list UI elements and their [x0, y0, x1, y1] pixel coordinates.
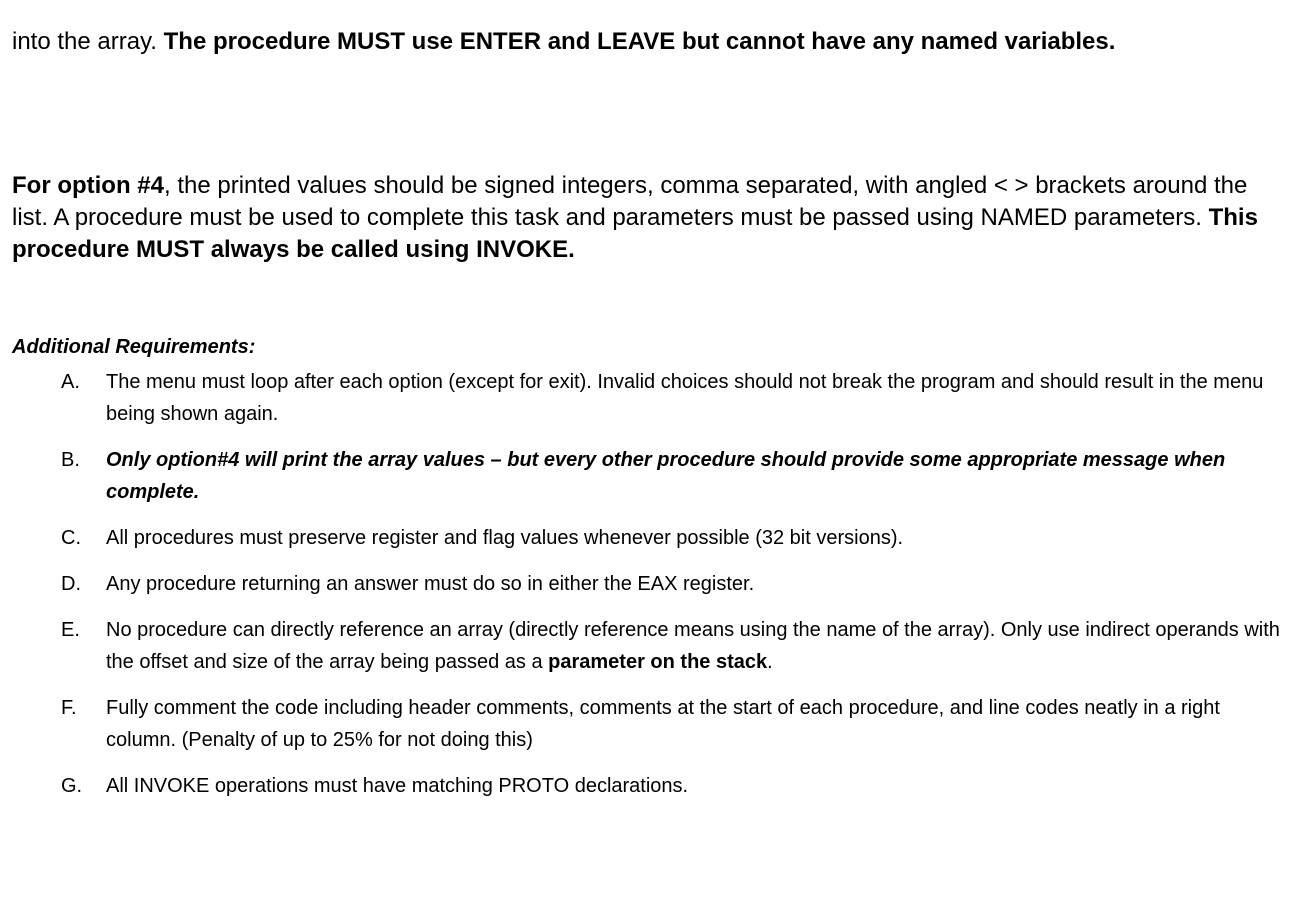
requirement-letter: E.	[61, 619, 80, 641]
requirement-item-f	[12, 692, 1282, 756]
requirement-bold-text: parameter on the stack	[548, 651, 768, 673]
requirements-list	[12, 366, 1282, 816]
option4-bold-text: This procedure MUST always be called using INVOKE.	[12, 204, 1258, 263]
requirement-item-e	[12, 614, 1282, 678]
intro-paragraph	[12, 26, 1212, 58]
requirement-text: The menu must loop after each option (except for exit). Invalid choices should not break the program and should result in the menu being shown again.	[106, 371, 1264, 425]
requirement-letter: F.	[61, 697, 77, 719]
requirement-letter: B.	[61, 449, 80, 471]
option4-text: , the printed values should be signed integers, comma separated, with angled < > brackets around the list. A procedure must be used to complete this task and parameters must be passed using NAMED parameters.	[12, 172, 1248, 231]
intro-text: into the array.	[12, 28, 164, 55]
requirement-text: Any procedure returning an answer must do so in either the EAX register.	[106, 573, 755, 595]
requirement-text: Only option#4 will print the array values – but every other procedure should provide some appropriate message when complete.	[106, 449, 1226, 503]
requirement-text: No procedure can directly reference an array (directly reference means using the name of the array). Only use indirect operands with the offset and size of the array being passed as a	[106, 619, 1280, 673]
requirement-text: All procedures must preserve register and flag values whenever possible (32 bit versions).	[106, 527, 904, 549]
requirement-tail: .	[767, 651, 773, 673]
requirement-letter: C.	[61, 527, 81, 549]
intro-bold-text: The procedure MUST use ENTER and LEAVE but cannot have any named variables.	[163, 28, 1116, 55]
requirement-letter: A.	[61, 371, 80, 393]
requirement-item-g	[12, 770, 1282, 802]
requirement-letter: D.	[61, 573, 81, 595]
requirement-item-d	[12, 568, 1282, 600]
requirement-item-a	[12, 366, 1282, 430]
option4-paragraph	[12, 170, 1272, 266]
requirement-letter: G.	[61, 775, 83, 797]
additional-requirements-heading: Additional Requirements:	[12, 336, 256, 358]
requirement-text: Fully comment the code including header comments, comments at the start of each procedure, and line codes neatly in a right column. (Penalty of up to 25% for not doing this)	[106, 697, 1220, 751]
requirement-text: All INVOKE operations must have matching PROTO declarations.	[106, 775, 689, 797]
requirement-item-c	[12, 522, 1282, 554]
option4-label: For option #4	[12, 172, 164, 199]
requirement-item-b	[12, 444, 1282, 508]
